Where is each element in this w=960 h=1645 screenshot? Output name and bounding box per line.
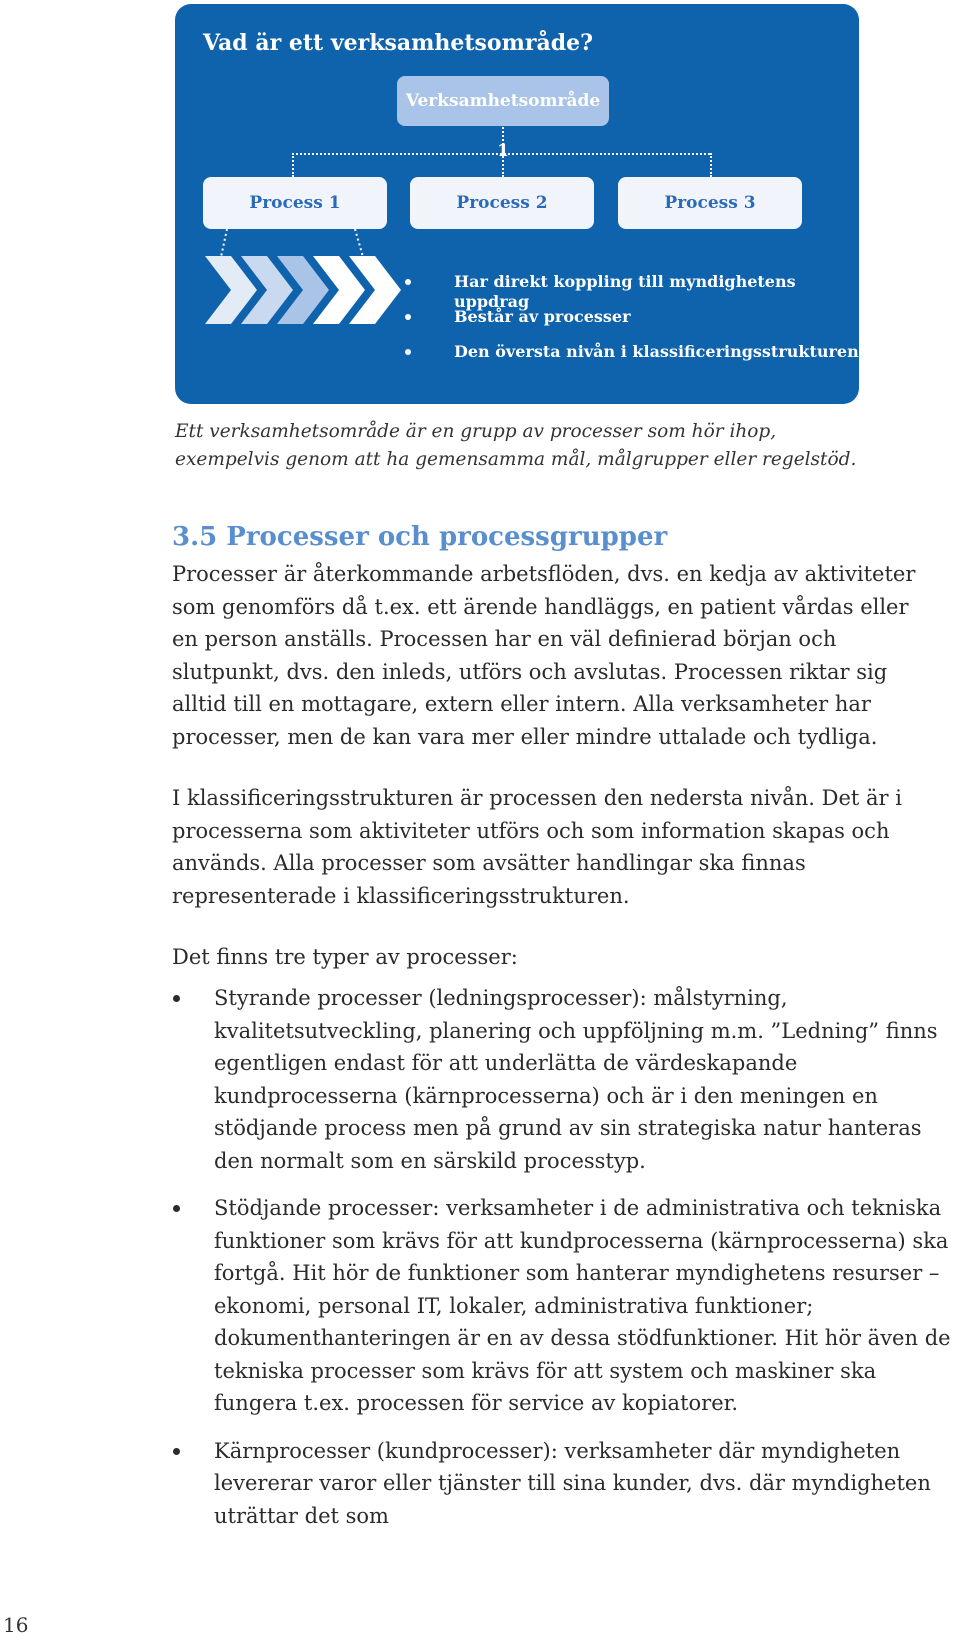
page-number: 16 xyxy=(3,1613,29,1637)
info-box xyxy=(175,4,859,404)
paragraph: Processer är återkommande arbetsflöden, dvs. en kedja av aktiviteter som genomförs då t.ex. ett ärende handläggs, en patient vårdas eller en person anställs. Processen har en väl definierad början och slutpunkt, dvs. den inleds, utförs och avslutas. Processen riktar sig alltid till en mottagare, extern eller intern. Alla verksamheter har processer, men de kan vara mer eller mindre uttalade och tydliga. xyxy=(172,562,916,749)
connector-line xyxy=(502,153,504,177)
process-node-1: Process 1 xyxy=(203,177,387,229)
process-chain-arrows-icon xyxy=(205,256,405,324)
list-item: Styrande processer (ledningsprocesser): målstyrning, kvalitetsutveckling, planering och uppföljning m.m. ”Ledning” finns egentligen endast för att underlätta de värdeskapande kundprocesserna (kärnprocesserna) och är i den meningen en stödjande process men på grund av sin strategiska natur hanteras den normalt som en särskild processtyp. xyxy=(172,982,960,1177)
figure-caption: Ett verksamhetsområde är en grupp av processer som hör ihop, exempelvis genom att ha gemensamma mål, målgrupper eller regelstöd. xyxy=(175,421,857,470)
connector-line xyxy=(215,229,375,259)
section-heading: 3.5 Processer och processgrupper xyxy=(172,522,668,552)
box-bullet-item: Den översta nivån i klassificeringsstrukturen xyxy=(428,342,859,377)
connector-line xyxy=(502,127,504,153)
process-type-list xyxy=(172,982,960,1547)
process-node-2: Process 2 xyxy=(410,177,594,229)
box-bullet-item: Består av processer xyxy=(428,307,859,342)
verksamhetsomrade-node: Verksamhetsområde 1 xyxy=(397,76,609,126)
connector-line xyxy=(710,153,712,177)
process-node-3: Process 3 xyxy=(618,177,802,229)
box-bullet-list xyxy=(428,272,859,377)
list-item: Stödjande processer: verksamheter i de administrativa och tekniska funktioner som krävs för att kundprocesserna (kärnprocesserna) ska fortgå. Hit hör de funktioner som hanterar myndighetens resurser – ekonomi, personal IT, lokaler, administrativa funktioner; dokumenthanteringen är en av dessa stödfunktioner. Hit hör även de tekniska processer som krävs för att system och maskiner ska fungera t.ex. processen för service av kopiatorer. xyxy=(172,1192,960,1420)
paragraph: Det finns tre typer av processer: xyxy=(172,945,518,969)
paragraph: I klassificeringsstrukturen är processen den nedersta nivån. Det är i processerna som aktiviteter utförs och som information skapas och används. Alla processer som avsätter handlingar ska finnas representerade i klassificeringsstrukturen. xyxy=(172,786,902,908)
connector-line xyxy=(292,153,294,177)
box-title: Vad är ett verksamhetsområde? xyxy=(203,30,593,56)
list-item: Kärnprocesser (kundprocesser): verksamheter där myndigheten levererar varor eller tjänster till sina kunder, dvs. där myndigheten uträttar det som xyxy=(172,1435,960,1533)
box-bullet-item: Har direkt koppling till myndighetens uppdrag xyxy=(428,272,859,307)
connector-line xyxy=(292,153,710,155)
